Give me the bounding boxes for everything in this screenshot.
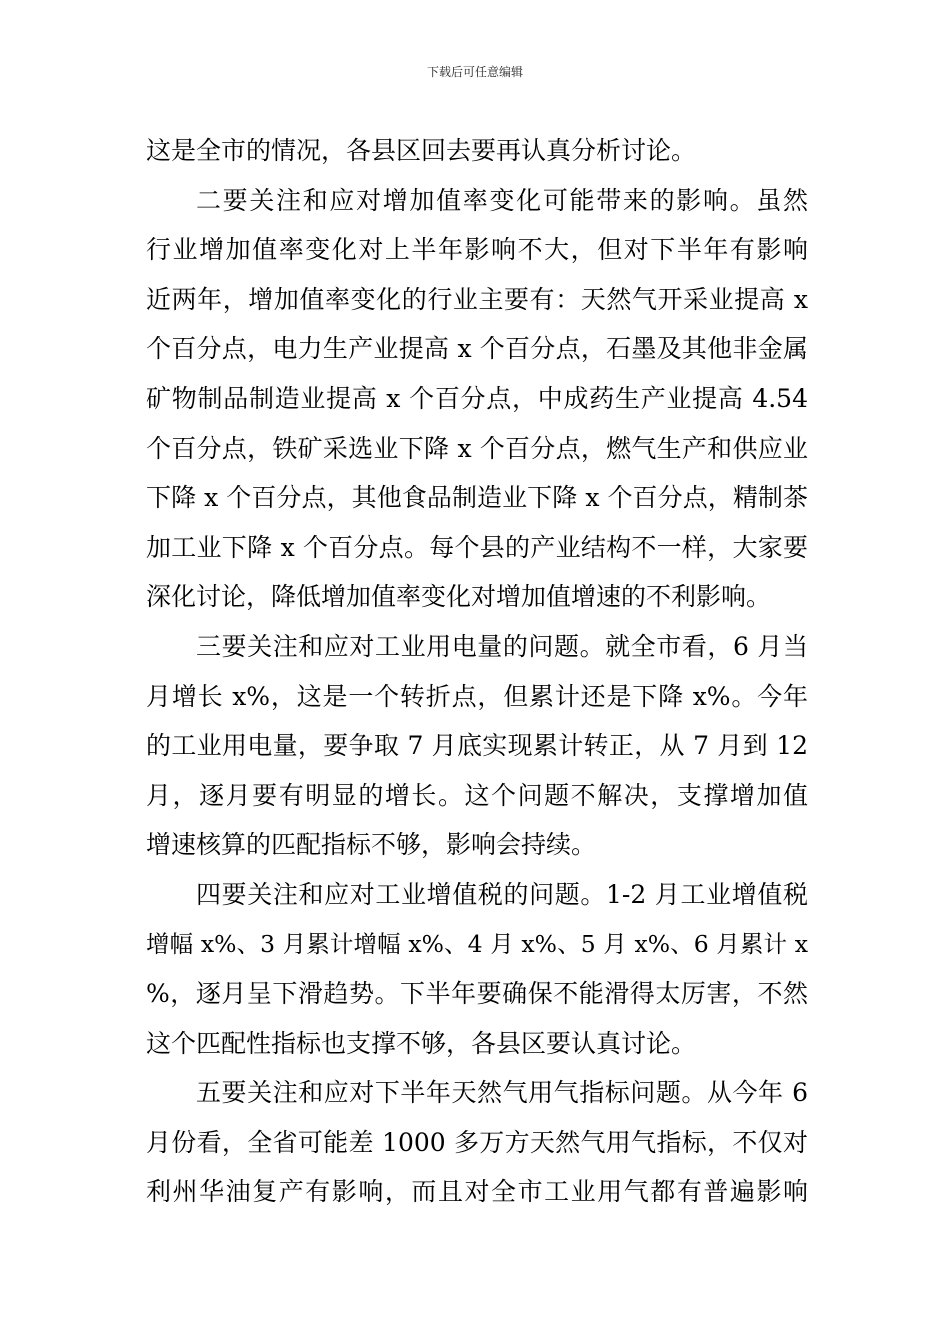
paragraph-start-line: 三要关注和应对工业用电量的问题。就全市看，6 月当 (196, 631, 808, 661)
text-line: 这个匹配性指标也支撑不够，各县区要认真讨论。 (146, 1028, 697, 1058)
text-line: 行业增加值率变化对上半年影响不大，但对下半年有影响 (146, 235, 808, 265)
text-line: 月增长 x%，这是一个转折点，但累计还是下降 x%。今年 (146, 681, 808, 711)
text-line: 下降 x 个百分点，其他食品制造业下降 x 个百分点，精制茶 (146, 483, 808, 513)
text-line: 个百分点，铁矿采选业下降 x 个百分点，燃气生产和供应业 (146, 433, 808, 463)
text-line: 个百分点，电力生产业提高 x 个百分点，石墨及其他非金属 (146, 334, 808, 364)
text-line: %，逐月呈下滑趋势。下半年要确保不能滑得太厉害，不然 (146, 979, 808, 1009)
text-line: 月份看，全省可能差 1000 多万方天然气用气指标，不仅对 (146, 1127, 808, 1157)
text-line: 这是全市的情况，各县区回去要再认真分析讨论。 (146, 136, 697, 165)
text-line: 增幅 x%、3 月累计增幅 x%、4 月 x%、5 月 x%、6 月累计 x (146, 929, 808, 958)
text-line: 月，逐月要有明显的增长。这个问题不解决，支撑增加值 (146, 780, 808, 810)
text-line: 的工业用电量，要争取 7 月底实现累计转正，从 7 月到 12 (146, 731, 808, 761)
page-header: 下载后可任意编辑 (426, 65, 523, 79)
paragraph-start-line: 二要关注和应对增加值率变化可能带来的影响。虽然 (196, 185, 808, 215)
paragraph-start-line: 五要关注和应对下半年天然气用气指标问题。从今年 6 (196, 1078, 808, 1108)
text-line: 矿物制品制造业提高 x 个百分点，中成药生产业提高 4.54 (146, 383, 808, 413)
text-line: 增速核算的匹配指标不够，影响会持续。 (146, 830, 597, 860)
text-line: 利州华油复产有影响，而且对全市工业用气都有普遍影响 (146, 1177, 808, 1207)
text-line: 近两年，增加值率变化的行业主要有：天然气开采业提高 x (146, 284, 808, 314)
text-line: 深化讨论，降低增加值率变化对增加值增速的不利影响。 (146, 582, 772, 612)
paragraph-start-line: 四要关注和应对工业增值税的问题。1-2 月工业增值税 (196, 879, 808, 909)
text-line: 加工业下降 x 个百分点。每个县的产业结构不一样，大家要 (146, 532, 808, 562)
document-body (146, 126, 808, 1217)
